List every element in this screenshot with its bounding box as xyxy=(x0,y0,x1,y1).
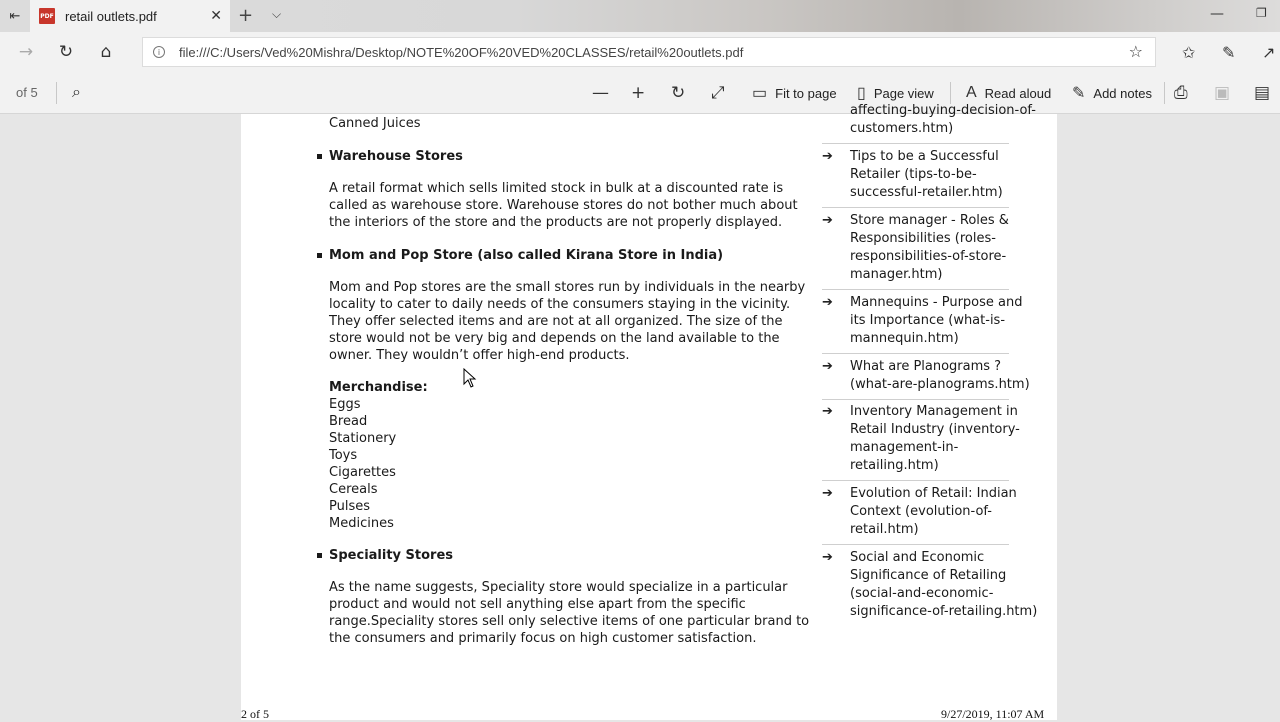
mompop-heading: Mom and Pop Store (also called Kirana Store in India) xyxy=(329,248,724,263)
text-line: called as warehouse store. Warehouse stores do not bother much about xyxy=(329,198,798,213)
related-link-text[interactable]: successful-retailer.htm) xyxy=(850,185,1003,200)
text-line: product and would not sell anything else apart from the specific xyxy=(329,597,746,612)
new-tab-icon[interactable]: + xyxy=(238,5,254,26)
rotate-icon[interactable]: ↻ xyxy=(671,83,686,103)
url-text[interactable]: file:///C:/Users/Ved%20Mishra/Desktop/NOTE%20OF%20VED%20CLASSES/retail%20outlets.pdf xyxy=(179,44,744,60)
arrow-right-icon: ➔ xyxy=(822,295,833,310)
mouse-cursor-icon xyxy=(463,368,477,388)
tab-bar xyxy=(0,0,1280,32)
separator xyxy=(56,82,57,104)
list-item: Cereals xyxy=(329,482,378,497)
tab-title: retail outlets.pdf xyxy=(65,8,157,24)
pen-icon[interactable]: ✎ xyxy=(1222,42,1236,62)
list-item: Cigarettes xyxy=(329,465,396,480)
list-item: Toys xyxy=(329,448,358,463)
fullscreen-icon[interactable]: ⤢ xyxy=(711,83,725,103)
arrow-right-icon: ➔ xyxy=(822,213,833,228)
arrow-right-icon: ➔ xyxy=(822,359,833,374)
related-link-text[interactable]: Social and Economic xyxy=(850,550,985,565)
home-icon[interactable]: ⌂ xyxy=(100,42,112,62)
close-tab-icon[interactable]: ✕ xyxy=(210,8,222,24)
page-footer-number: 2 of 5 xyxy=(241,707,269,721)
text-line: owner. They wouldn’t offer high-end products. xyxy=(329,348,630,363)
fit-page-icon: ▭ xyxy=(752,85,768,102)
divider xyxy=(822,143,1009,144)
related-link-text[interactable]: (social-and-economic- xyxy=(850,586,994,601)
search-icon[interactable]: ⌕ xyxy=(72,82,81,101)
text-line: locality to cater to daily needs of the consumers staying in the vicinity. xyxy=(329,297,791,312)
save-icon[interactable]: ▣ xyxy=(1214,83,1231,103)
related-link-text[interactable]: management-in- xyxy=(850,440,959,455)
fit-to-page-button[interactable] xyxy=(752,72,837,114)
read-aloud-icon: A xyxy=(966,84,977,101)
address-bar[interactable] xyxy=(142,37,1156,67)
related-link-text[interactable]: Inventory Management in xyxy=(850,404,1018,419)
related-link-text[interactable]: Tips to be a Successful xyxy=(850,149,999,164)
chevron-down-icon[interactable]: ⌵ xyxy=(272,7,282,21)
related-link-text[interactable]: Mannequins - Purpose and xyxy=(850,295,1023,310)
related-link-text[interactable]: Retailer (tips-to-be- xyxy=(850,167,977,182)
related-link-text[interactable]: responsibilities-of-store- xyxy=(850,249,1007,264)
favorite-star-icon[interactable]: ☆ xyxy=(1128,42,1143,61)
favorites-icon[interactable]: ✩ xyxy=(1182,42,1196,62)
text-line: Mom and Pop stores are the small stores run by individuals in the nearby xyxy=(329,280,806,295)
tab-preview-icon[interactable]: ⇤ xyxy=(9,8,21,24)
related-articles xyxy=(822,103,1038,634)
arrow-right-icon: ➔ xyxy=(822,486,833,501)
related-link-text[interactable]: customers.htm) xyxy=(850,121,954,136)
pdf-file-icon: PDF xyxy=(39,8,55,24)
text-line: store would not be very big and depends on the land available to the xyxy=(329,331,780,346)
text-line: They offer selected items and are not at all organized. The size of the xyxy=(329,314,783,329)
arrow-right-icon: ➔ xyxy=(822,404,833,419)
related-link-text[interactable]: Retail Industry (inventory- xyxy=(850,422,1020,437)
separator xyxy=(950,82,951,104)
speciality-heading: Speciality Stores xyxy=(329,548,454,563)
pdf-toolbar xyxy=(0,72,1280,114)
address-row xyxy=(0,32,1280,72)
refresh-icon[interactable]: ↻ xyxy=(58,42,74,62)
arrow-right-icon: ➔ xyxy=(822,550,833,565)
merchandise-label: Merchandise: xyxy=(329,380,428,395)
related-link-text[interactable]: (what-are-planograms.htm) xyxy=(850,377,1030,392)
related-link-text[interactable]: affecting-buying-decision-of- xyxy=(850,103,1036,118)
divider xyxy=(822,399,1009,400)
page-footer-timestamp: 9/27/2019, 11:07 AM xyxy=(941,707,1045,721)
related-link-text[interactable]: retail.htm) xyxy=(850,522,919,537)
zoom-in-icon[interactable]: + xyxy=(631,83,646,103)
save-as-icon[interactable]: ▤ xyxy=(1254,83,1271,103)
minimize-icon[interactable]: — xyxy=(1210,6,1224,22)
arrow-right-icon: ➔ xyxy=(822,149,833,164)
list-item: Eggs xyxy=(329,397,361,412)
related-link-text[interactable]: What are Planograms ? xyxy=(850,359,1002,374)
text-line: the interiors of the store and the products are not properly displayed. xyxy=(329,215,783,230)
pdf-page xyxy=(241,103,1057,720)
document-viewport[interactable] xyxy=(0,103,1280,720)
divider xyxy=(822,353,1009,354)
related-link-text[interactable]: manager.htm) xyxy=(850,267,943,282)
list-item: Stationery xyxy=(329,431,397,446)
divider xyxy=(822,289,1009,290)
related-link-text[interactable]: significance-of-retailing.htm) xyxy=(850,604,1038,619)
share-icon[interactable]: ↗ xyxy=(1262,42,1276,62)
add-notes-label: Add notes xyxy=(1093,85,1152,101)
text-line: As the name suggests, Speciality store would specialize in a particular xyxy=(329,580,788,595)
text-line: range.Speciality stores sell only selective items of one particular brand to xyxy=(329,614,810,629)
list-item: Bread xyxy=(329,414,368,429)
related-link-text[interactable]: its Importance (what-is- xyxy=(850,313,1006,328)
page-icon: ▯ xyxy=(857,85,866,102)
related-link-text[interactable]: Store manager - Roles & xyxy=(850,213,1009,228)
related-link-text[interactable]: mannequin.htm) xyxy=(850,331,959,346)
related-link-text[interactable]: Responsibilities (roles- xyxy=(850,231,996,246)
pen-icon: ✎ xyxy=(1072,85,1086,102)
related-link-text[interactable]: retailing.htm) xyxy=(850,458,939,473)
list-item: Medicines xyxy=(329,516,394,531)
warehouse-heading: Warehouse Stores xyxy=(329,149,463,164)
zoom-out-icon[interactable]: — xyxy=(592,83,609,103)
divider xyxy=(822,207,1009,208)
page-view-label: Page view xyxy=(873,85,934,101)
bullet xyxy=(317,253,322,258)
related-link-text[interactable]: Evolution of Retail: Indian xyxy=(850,486,1017,501)
divider xyxy=(822,480,1009,481)
divider xyxy=(822,544,1009,545)
page-count[interactable]: of 5 xyxy=(16,85,38,100)
related-link-text[interactable]: Context (evolution-of- xyxy=(850,504,992,519)
forward-icon[interactable]: → xyxy=(18,42,34,62)
print-icon[interactable]: ⎙ xyxy=(1174,83,1188,103)
related-link-text[interactable]: Significance of Retailing xyxy=(850,568,1007,583)
fit-to-page-label: Fit to page xyxy=(775,85,837,101)
separator xyxy=(1164,82,1165,104)
restore-icon[interactable]: ❐ xyxy=(1256,6,1267,20)
bullet xyxy=(317,553,322,558)
bullet xyxy=(317,154,322,159)
browser-tab[interactable] xyxy=(30,0,230,32)
read-aloud-label: Read aloud xyxy=(984,85,1052,101)
text-line: A retail format which sells limited stock in bulk at a discounted rate is xyxy=(329,181,784,196)
list-item: Pulses xyxy=(329,499,371,514)
text-line: the consumers and primarily focus on high customer satisfaction. xyxy=(329,631,757,646)
text-line: Canned Juices xyxy=(329,116,421,131)
info-icon[interactable]: i xyxy=(153,46,165,58)
add-notes-button[interactable] xyxy=(1072,72,1152,114)
